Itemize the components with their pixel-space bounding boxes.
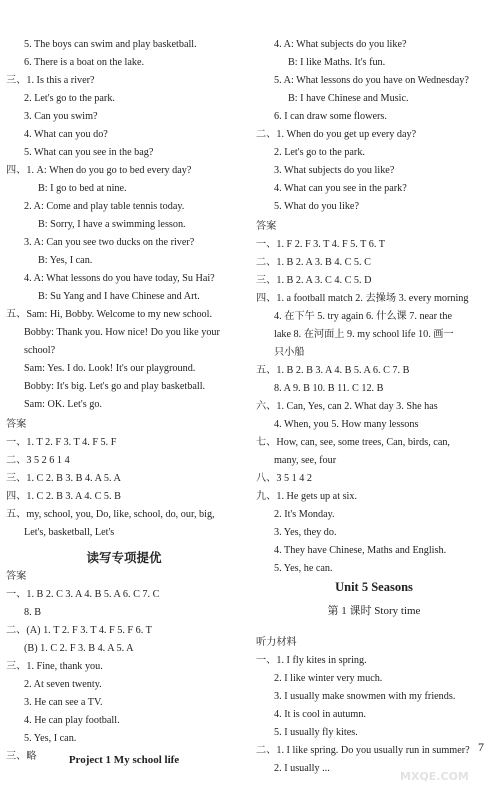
text-line: B: Sorry, I have a swimming lesson.	[38, 219, 186, 230]
text-line: 8. B	[24, 607, 41, 618]
text-line: B: Yes, I can.	[38, 255, 93, 266]
text-line: Bobby: Thank you. How nice! Do you like your	[24, 327, 220, 338]
text-line: 三、1. B 2. A 3. C 4. C 5. D	[256, 275, 372, 286]
text-line: Bobby: It's big. Let's go and play basketball.	[24, 381, 206, 392]
text-line: B: I go to bed at nine.	[38, 183, 127, 194]
lesson-heading: 第 1 课时 Story time	[327, 605, 421, 617]
text-line: 只小船	[274, 347, 305, 358]
text-line: 七、How, can, see, some trees, Can, birds, can,	[256, 437, 450, 448]
text-line: 答案	[6, 419, 27, 430]
text-line: 四、1. A: When do you go to bed every day?	[6, 165, 192, 176]
text-line: 三、1. Fine, thank you.	[6, 661, 103, 672]
text-line: 2. At seven twenty.	[24, 679, 102, 690]
text-line: 4. When, you 5. How many lessons	[274, 419, 419, 430]
text-line: 4. A: What subjects do you like?	[274, 39, 407, 50]
project-heading: Project 1 My school life	[68, 754, 180, 766]
text-line: school?	[24, 345, 56, 356]
text-line: 五、1. B 2. B 3. A 4. B 5. A 6. C 7. B	[256, 365, 410, 376]
text-line: 3. A: Can you see two ducks on the river?	[24, 237, 195, 248]
text-line: B: Su Yang and I have Chinese and Art.	[38, 291, 200, 302]
text-line: 六、1. Can, Yes, can 2. What day 3. She has	[256, 401, 438, 412]
text-line: 二、(A) 1. T 2. F 3. T 4. F 5. F 6. T	[6, 625, 152, 636]
text-line: 3. What subjects do you like?	[274, 165, 395, 176]
text-line: 听力材料	[256, 637, 297, 648]
text-line: 三、略	[6, 751, 37, 762]
text-line: Let's, basketball, Let's	[24, 527, 115, 538]
text-line: (B) 1. C 2. F 3. B 4. A 5. A	[24, 643, 134, 654]
text-line: 2. It's Monday.	[274, 509, 335, 520]
section-heading: 读写专项提优	[86, 551, 162, 565]
text-line: 5. What do you like?	[274, 201, 359, 212]
text-line: 三、1. C 2. B 3. B 4. A 5. A	[6, 473, 121, 484]
text-line: 8. A 9. B 10. B 11. C 12. B	[274, 383, 384, 394]
text-line: 3. I usually make snowmen with my friends.	[274, 691, 456, 702]
text-line: 3. Can you swim?	[24, 111, 98, 122]
text-line: B: I have Chinese and Music.	[288, 93, 409, 104]
text-line: 3. Yes, they do.	[274, 527, 337, 538]
text-line: 2. A: Come and play table tennis today.	[24, 201, 185, 212]
text-line: 二、3 5 2 6 1 4	[6, 455, 70, 466]
text-line: 4. He can play football.	[24, 715, 120, 726]
unit-heading: Unit 5 Seasons	[335, 580, 413, 594]
text-line: 2. I like winter very much.	[274, 673, 383, 684]
text-line: 答案	[256, 221, 277, 232]
text-line: 一、1. F 2. F 3. T 4. F 5. T 6. T	[256, 239, 385, 250]
text-line: 五、Sam: Hi, Bobby. Welcome to my new school.	[6, 309, 213, 320]
text-line: B: I like Maths. It's fun.	[288, 57, 386, 68]
text-line: Sam: Yes. I do. Look! It's our playground.	[24, 363, 196, 374]
text-line: 一、1. B 2. C 3. A 4. B 5. A 6. C 7. C	[6, 589, 160, 600]
text-line: 二、1. B 2. A 3. B 4. C 5. C	[256, 257, 371, 268]
text-line: 4. A: What lessons do you have today, Su Hai?	[24, 273, 215, 284]
text-line: 4. What can you do?	[24, 129, 108, 140]
text-line: 四、1. a football match 2. 去操场 3. every morning	[256, 293, 469, 304]
watermark: MXQE.COM	[400, 770, 469, 783]
text-line: 2. Let's go to the park.	[274, 147, 365, 158]
text-line: 6. I can draw some flowers.	[274, 111, 387, 122]
text-line: 九、1. He gets up at six.	[256, 491, 358, 502]
text-line: 二、1. I like spring. Do you usually run in summer?	[256, 745, 470, 756]
text-line: 2. I usually ...	[274, 763, 330, 774]
text-line: many, see, four	[274, 455, 337, 466]
text-line: 答案	[6, 571, 27, 582]
text-line: 4. What can you see in the park?	[274, 183, 407, 194]
text-line: 2. Let's go to the park.	[24, 93, 115, 104]
text-line: 一、1. I fly kites in spring.	[256, 655, 367, 666]
text-line: 4. It is cool in autumn.	[274, 709, 366, 720]
text-line: 五、my, school, you, Do, like, school, do, our, big,	[6, 509, 215, 520]
text-line: 八、3 5 1 4 2	[256, 473, 313, 484]
text-line: 5. Yes, I can.	[24, 733, 77, 744]
text-line: 5. What can you see in the bag?	[24, 147, 154, 158]
text-line: 二、1. When do you get up every day?	[256, 129, 417, 140]
text-line: 4. They have Chinese, Maths and English.	[274, 545, 447, 556]
text-line: 6. There is a boat on the lake.	[24, 57, 145, 68]
text-line: Sam: OK. Let's go.	[24, 399, 102, 410]
page-number: 7	[478, 740, 484, 754]
text-line: 5. A: What lessons do you have on Wednesday?	[274, 75, 469, 86]
text-line: 三、1. Is this a river?	[6, 75, 95, 86]
text-line: 四、1. C 2. B 3. A 4. C 5. B	[6, 491, 121, 502]
text-line: 5. Yes, he can.	[274, 563, 333, 574]
text-line: lake 8. 在河面上 9. my school life 10. 画一	[274, 329, 454, 340]
text-line: 3. He can see a TV.	[24, 697, 103, 708]
text-line: 5. I usually fly kites.	[274, 727, 358, 738]
text-line: 4. 在下午 5. try again 6. 什么课 7. near the	[274, 311, 452, 322]
text-line: 5. The boys can swim and play basketball.	[24, 39, 197, 50]
text-line: 一、1. T 2. F 3. T 4. F 5. F	[6, 437, 117, 448]
